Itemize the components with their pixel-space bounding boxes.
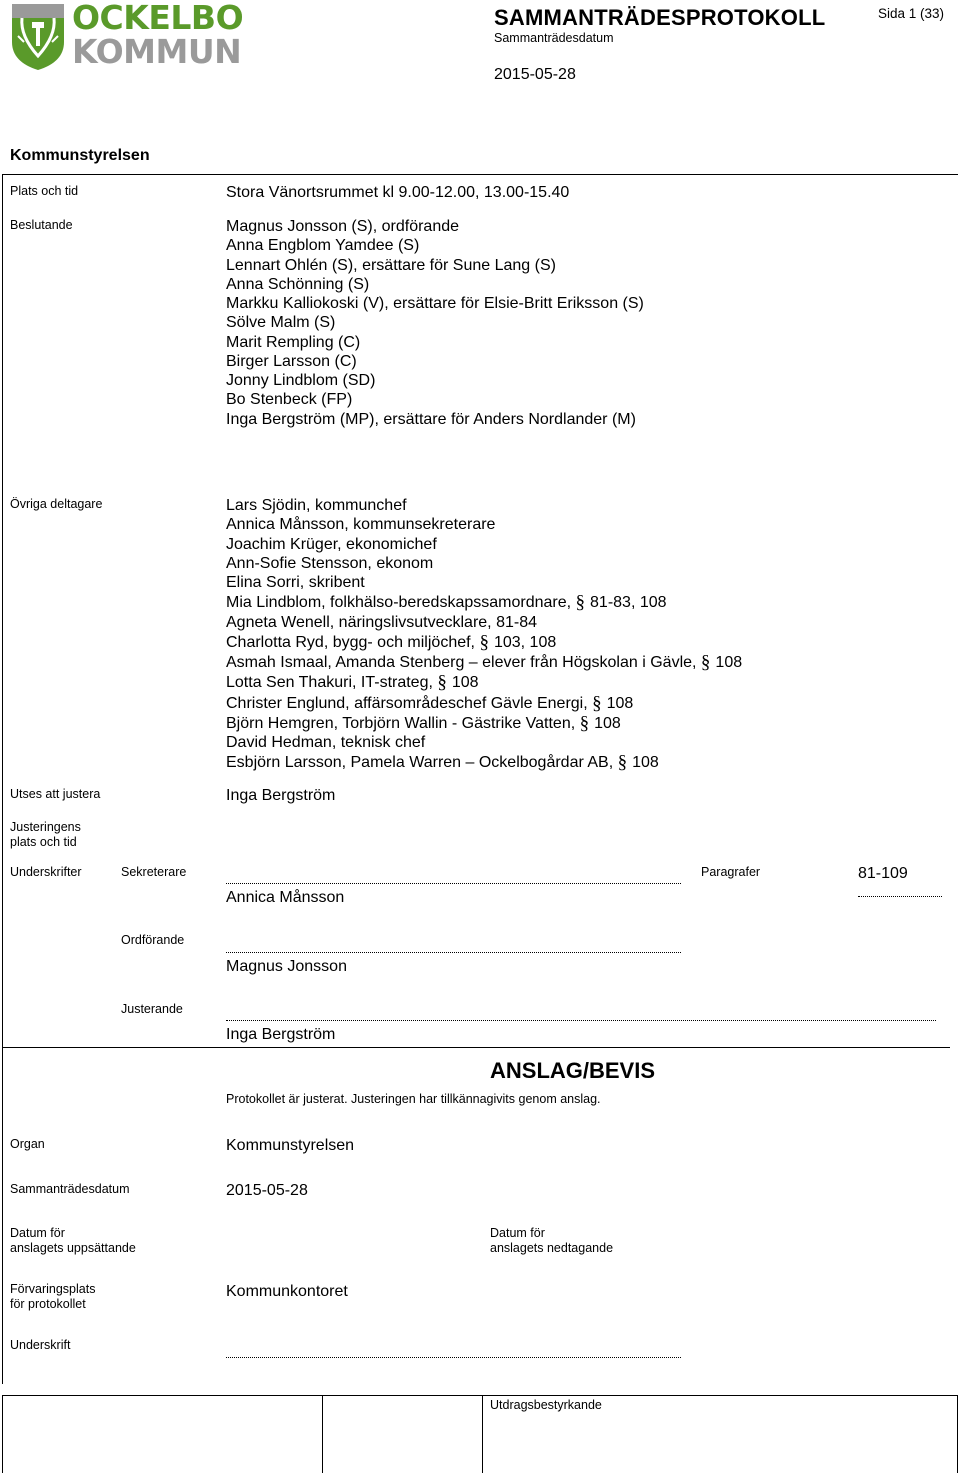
left-border <box>2 174 3 1384</box>
decision-maker: Jonny Lindblom (SD) <box>226 372 376 389</box>
participant-text: Charlotta Ryd, bygg- och miljöchef, <box>226 633 480 651</box>
logo-text-top: OCKELBO <box>72 0 244 37</box>
adjuster-signature-line[interactable] <box>226 1020 936 1021</box>
decision-maker: Lennart Ohlén (S), ersättare för Sune Lang (S) <box>226 256 556 274</box>
chair-label: Ordförande <box>121 933 185 947</box>
posted-date-label-line1: Datum för <box>10 1226 65 1240</box>
adjust-place-label-line2: plats och tid <box>10 835 77 849</box>
participant <box>226 632 742 652</box>
decision-maker: Markku Kalliokoski (V), ersättare för Elsie-Britt Eriksson (S) <box>226 295 644 312</box>
coat-of-arms-icon <box>12 4 64 70</box>
participant-paragraphs: 108 <box>594 714 621 732</box>
logo-text-bottom: KOMMUN <box>72 32 242 71</box>
paragraph-icon: § <box>592 692 602 714</box>
participant <box>226 672 742 692</box>
storage-value: Kommunkontoret <box>226 1283 348 1300</box>
participant-text: Asmah Ismaal, Amanda Stenberg – elever från Högskolan i Gävle, <box>226 654 701 671</box>
notice-signature-line[interactable] <box>226 1357 681 1358</box>
participant-paragraphs: 108 <box>632 754 659 772</box>
decision-maker: Anna Schönning (S) <box>226 275 370 293</box>
committee-name: Kommunstyrelsen <box>10 147 150 164</box>
participant-text: Lotta Sen Thakuri, IT-strateg, <box>226 674 438 692</box>
decision-maker: Bo Stenbeck (FP) <box>226 391 353 409</box>
removed-date-label-line1: Datum för <box>490 1226 545 1240</box>
participant-text: Lars Sjödin, kommunchef <box>226 497 407 514</box>
paragraph-icon: § <box>579 712 590 734</box>
participant-text: Elina Sorri, skribent <box>226 574 365 591</box>
participant-text: Christer Englund, affärsområdeschef Gävle Energi, <box>226 694 593 712</box>
adjusting-signer-name: Inga Bergström <box>226 1026 336 1043</box>
participant-paragraphs: 108 <box>451 674 479 692</box>
participant <box>226 733 742 752</box>
participant-text: David Hedman, teknisk chef <box>226 734 426 751</box>
extract-box-right <box>957 1395 958 1473</box>
chair-name: Magnus Jonsson <box>226 958 347 975</box>
participant-text: Agneta Wenell, näringslivsutvecklare, 81-84 <box>226 613 537 631</box>
notice-date-label: Sammanträdesdatum <box>10 1182 130 1196</box>
paragraphs-label: Paragrafer <box>701 865 761 879</box>
participant <box>226 652 742 672</box>
participant-paragraphs: 81-83, 108 <box>590 594 667 612</box>
adjust-place-label-line1: Justeringens <box>10 820 81 834</box>
ockelbo-kommun-logo <box>8 0 244 72</box>
decision-maker: Birger Larsson (C) <box>226 352 357 370</box>
paragraph-icon: § <box>479 631 489 653</box>
decision-maker: Marit Rempling (C) <box>226 333 361 351</box>
paragraph-icon: § <box>437 672 447 694</box>
paragraphs-range: 81-109 <box>858 865 908 882</box>
page-number: Sida 1 (33) <box>878 6 945 21</box>
participant <box>226 693 742 713</box>
extract-certification-label: Utdragsbestyrkande <box>490 1398 602 1412</box>
decision-maker: Magnus Jonsson (S), ordförande <box>226 218 460 235</box>
organ-value: Kommunstyrelsen <box>226 1137 355 1154</box>
extract-box-divider-2 <box>482 1395 483 1473</box>
secretary-signature-line[interactable] <box>226 883 681 884</box>
participant-text: Joachim Krüger, ekonomichef <box>226 535 437 553</box>
other-participants-label: Övriga deltagare <box>10 497 103 511</box>
place-time: Stora Vänortsrummet kl 9.00-12.00, 13.00-15.40 <box>226 184 570 201</box>
participant-text: Björn Hemgren, Torbjörn Wallin - Gästrike Vatten, <box>226 714 580 732</box>
secretary-name: Annica Månsson <box>226 889 345 906</box>
notice-divider <box>2 1047 950 1048</box>
posted-date-label-line2: anslagets uppsättande <box>10 1241 136 1255</box>
participant <box>226 515 742 534</box>
participant-text: Mia Lindblom, folkhälso-beredskapssamordnare, <box>226 594 576 612</box>
place-time-label: Plats och tid <box>10 184 79 198</box>
participant-paragraphs: 103, 108 <box>493 633 557 651</box>
paragraph-icon: § <box>700 652 711 673</box>
participant <box>226 752 742 772</box>
meeting-date-label: Sammanträdesdatum <box>494 31 614 45</box>
other-participants-list <box>226 496 742 773</box>
participant <box>226 592 742 612</box>
paragraph-icon: § <box>575 592 586 614</box>
adjusting-signer-label: Justerande <box>121 1002 183 1016</box>
extract-box-divider-1 <box>322 1395 323 1473</box>
participant-paragraphs: 108 <box>715 654 743 671</box>
participant-paragraphs: 108 <box>606 694 634 712</box>
extract-box-top <box>2 1395 958 1396</box>
adjuster-label: Utses att justera <box>10 787 101 801</box>
meeting-date: 2015-05-28 <box>494 66 576 83</box>
paragraph-icon: § <box>617 752 628 774</box>
participant <box>226 535 742 554</box>
organ-label: Organ <box>10 1137 45 1151</box>
adjuster-name: Inga Bergström <box>226 787 336 804</box>
paragraphs-line <box>858 896 942 897</box>
chair-signature-line[interactable] <box>226 952 681 953</box>
decision-maker: Inga Bergström (MP), ersättare för Anders Nordlander (M) <box>226 410 636 428</box>
storage-label-line1: Förvaringsplats <box>10 1282 96 1296</box>
removed-date-label-line2: anslagets nedtagande <box>490 1241 614 1255</box>
document-title: SAMMANTRÄDESPROTOKOLL <box>494 5 826 30</box>
decision-makers-label: Beslutande <box>10 218 73 232</box>
participant <box>226 573 742 592</box>
participant <box>226 613 742 632</box>
notice-title: ANSLAG/BEVIS <box>490 1058 656 1083</box>
storage-label-line2: för protokollet <box>10 1297 86 1311</box>
decision-maker: Anna Engblom Yamdee (S) <box>226 237 420 255</box>
participant-text: Ann-Sofie Stensson, ekonom <box>226 554 434 572</box>
secretary-label: Sekreterare <box>121 865 187 879</box>
notice-date: 2015-05-28 <box>226 1182 308 1199</box>
signature-label: Underskrift <box>10 1338 71 1352</box>
participant-text: Esbjörn Larsson, Pamela Warren – Ockelbogårdar AB, <box>226 754 618 772</box>
notice-statement: Protokollet är justerat. Justeringen har tillkännagivits genom anslag. <box>226 1092 601 1106</box>
participant <box>226 713 742 733</box>
signatures-label: Underskrifter <box>10 865 82 879</box>
participant-text: Annica Månsson, kommunsekreterare <box>226 516 496 534</box>
extract-box-left <box>2 1395 3 1473</box>
section-divider <box>2 174 958 175</box>
decision-makers-list <box>226 217 644 429</box>
participant <box>226 554 742 573</box>
decision-maker: Sölve Malm (S) <box>226 314 336 332</box>
participant <box>226 496 742 515</box>
